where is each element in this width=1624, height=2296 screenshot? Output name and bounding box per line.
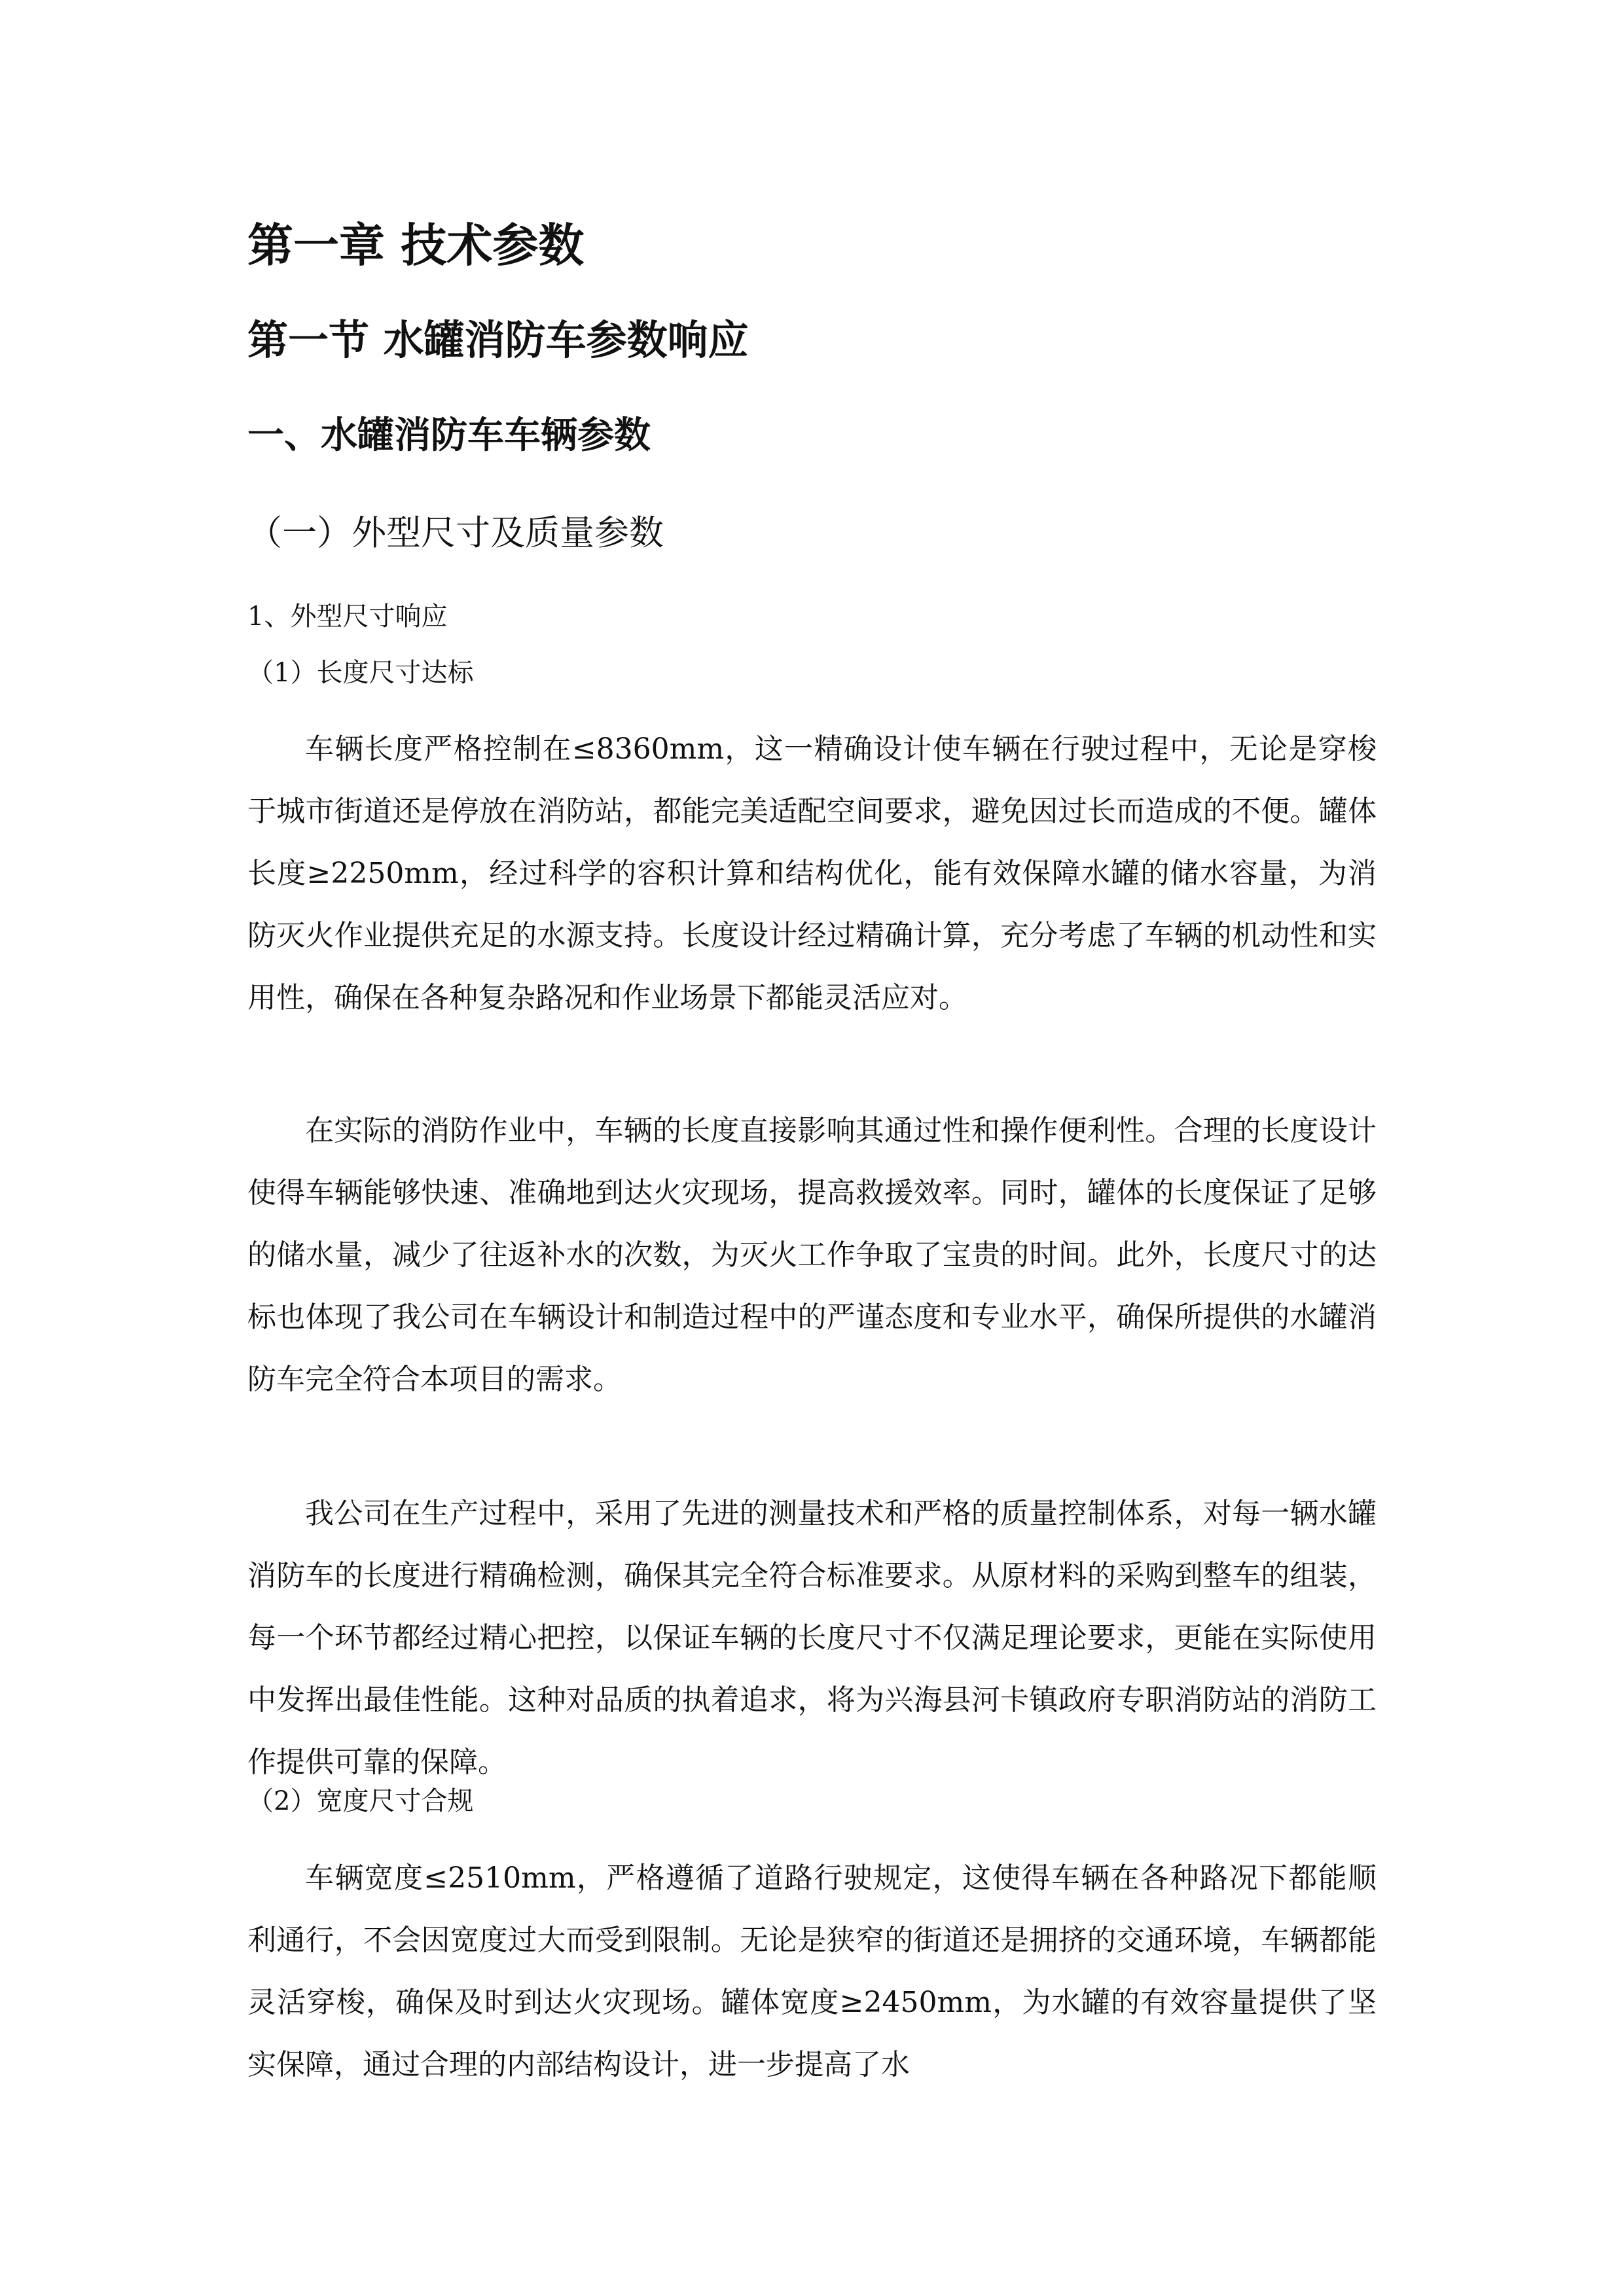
point-title: 1、外型尺寸响应	[247, 601, 448, 632]
subsection-title: 一、水罐消防车车辆参数	[247, 414, 651, 457]
paragraph-length-2: 在实际的消防作业中，车辆的长度直接影响其通过性和操作便利性。合理的长度设计使得车辆能够快速、准确地到达火灾现场，提高救援效率。同时，罐体的长度保证了足够的储水量，减少了往返补水的次数，为灭火工作争取了宝贵的时间。此外，长度尺寸的达标也体现了我公司在车辆设计和制造过程中的严谨态度和专业水平，确保所提供的水罐消防车完全符合本项目的需求。	[247, 1114, 1377, 1396]
item-title: （一）外型尺寸及质量参数	[247, 513, 664, 553]
sub-point-length-title: （1）长度尺寸达标	[247, 658, 474, 688]
sub-point-width-title: （2）宽度尺寸合规	[247, 1786, 474, 1816]
chapter-title: 第一章 技术参数	[247, 219, 585, 272]
paragraph-length-3: 我公司在生产过程中，采用了先进的测量技术和严格的质量控制体系，对每一辆水罐消防车的长度进行精确检测，确保其完全符合标准要求。从原材料的采购到整车的组装，每一个环节都经过精心把控，以保证车辆的长度尺寸不仅满足理论要求，更能在实际使用中发挥出最佳性能。这种对品质的执着追求，将为兴海县河卡镇政府专职消防站的消防工作提供可靠的保障。	[247, 1497, 1377, 1779]
section-title: 第一节 水罐消防车参数响应	[247, 316, 749, 364]
paragraph-length-1: 车辆长度严格控制在≤8360mm，这一精确设计使车辆在行驶过程中，无论是穿梭于城市街道还是停放在消防站，都能完美适配空间要求，避免因过长而造成的不便。罐体长度≥2250mm，经过科学的容积计算和结构优化，能有效保障水罐的储水容量，为消防灭火作业提供充足的水源支持。长度设计经过精确计算，充分考虑了车辆的机动性和实用性，确保在各种复杂路况和作业场景下都能灵活应对。	[247, 732, 1377, 1014]
paragraph-width-1: 车辆宽度≤2510mm，严格遵循了道路行驶规定，这使得车辆在各种路况下都能顺利通行，不会因宽度过大而受到限制。无论是狭窄的街道还是拥挤的交通环境，车辆都能灵活穿梭，确保及时到达火灾现场。罐体宽度≥2450mm，为水罐的有效容量提供了坚实保障，通过合理的内部结构设计，进一步提高了水	[247, 1861, 1377, 2081]
